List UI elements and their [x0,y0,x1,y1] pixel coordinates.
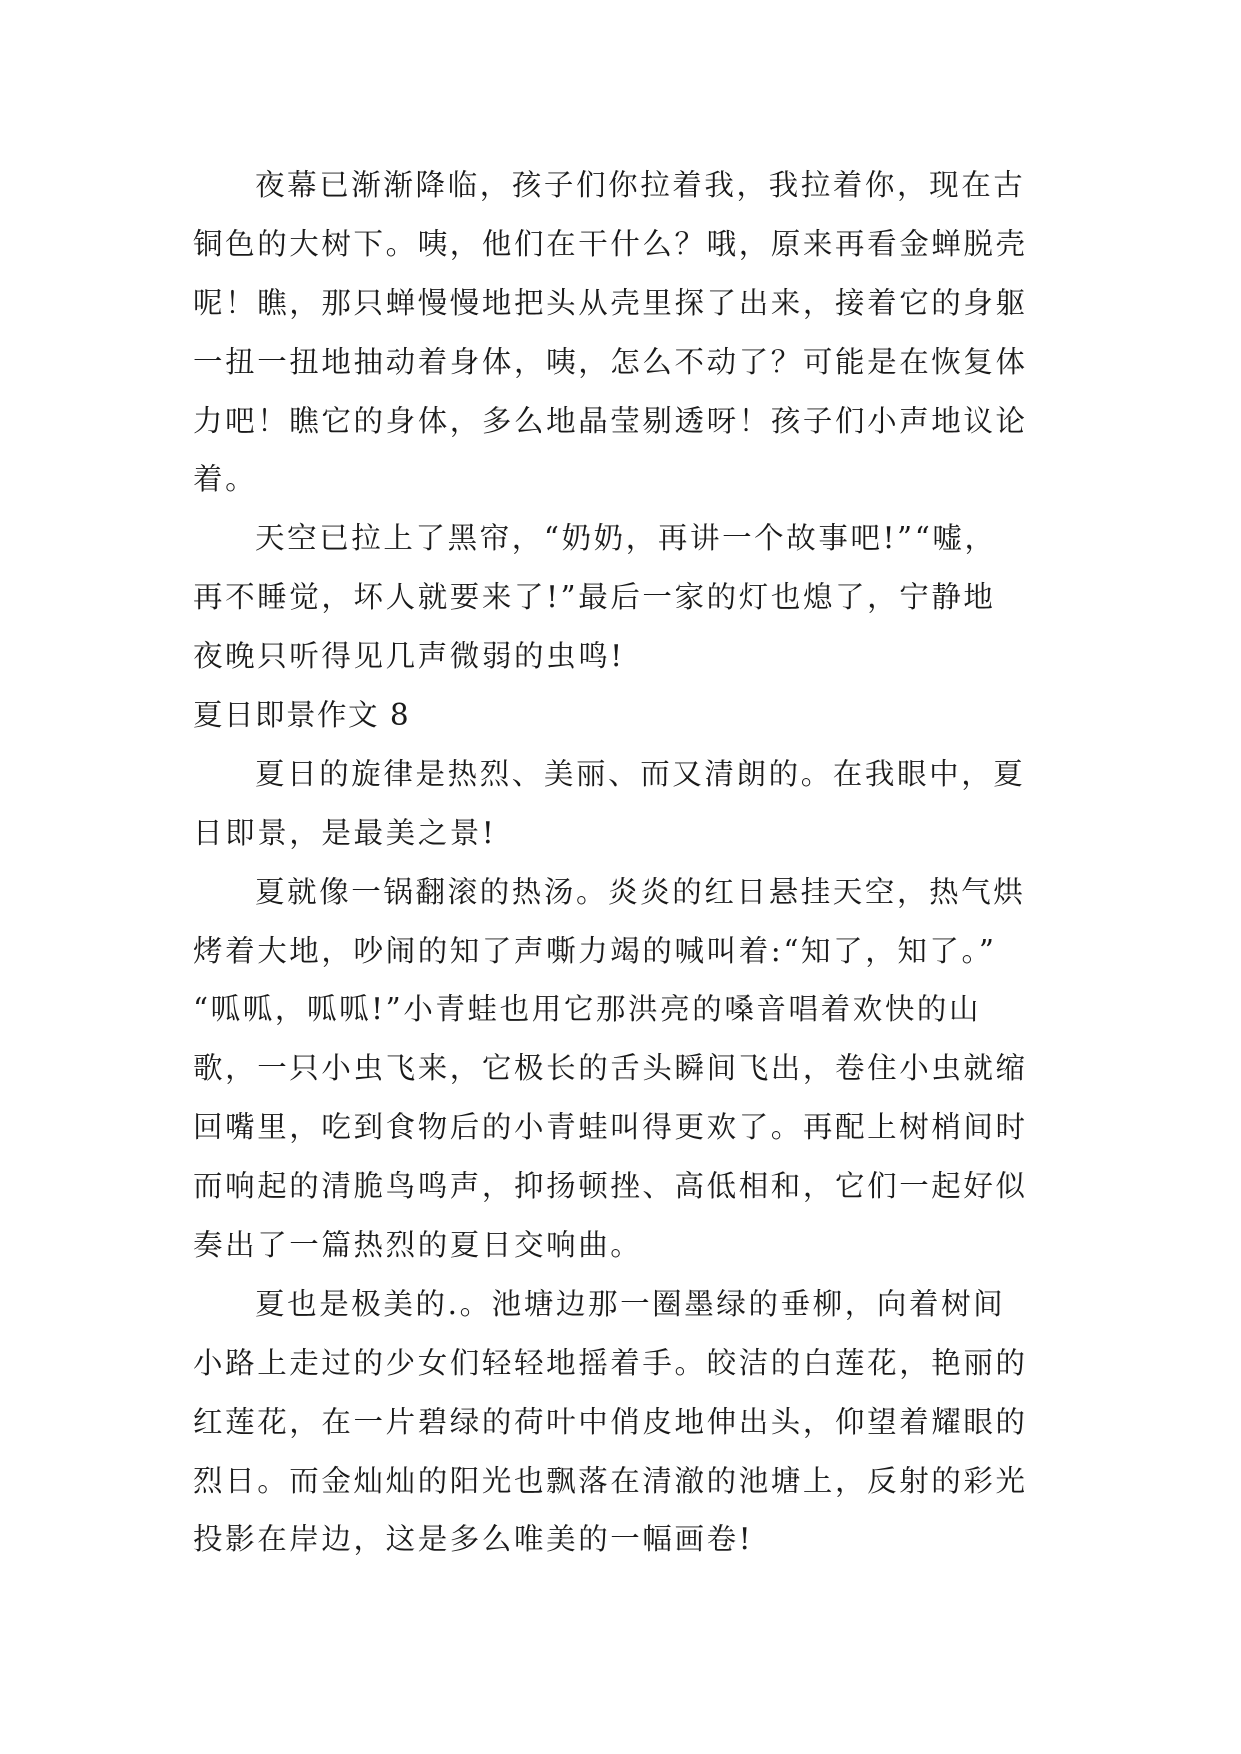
paragraph-line: 再不睡觉，坏人就要来了!”最后一家的灯也熄了，宁静地 [193,580,996,615]
paragraph-line: 天空已拉上了黑帘，“奶奶，再讲一个故事吧!”“嘘， [255,521,997,556]
paragraph-line: “呱呱，呱呱!”小青蛙也用它那洪亮的嗓音唱着欢快的山 [193,992,982,1027]
paragraph-line: 日即景，是最美之景! [193,815,497,850]
paragraph-line: 而响起的清脆鸟鸣声，抑扬顿挫、高低相和，它们一起好似 [193,1169,1028,1204]
paragraph-line: 铜色的大树下。咦，他们在干什么？哦，原来再看金蝉脱壳 [193,226,1028,261]
paragraph-line: 夏日的旋律是热烈、美丽、而又清朗的。在我眼中，夏 [255,756,1026,791]
paragraph-line: 烈日。而金灿灿的阳光也飘落在清澈的池塘上，反射的彩光 [193,1463,1028,1498]
paragraph-line: 呢！瞧，那只蝉慢慢地把头从壳里探了出来，接着它的身躯 [193,285,1028,320]
paragraph-line: 投影在岸边，这是多么唯美的一幅画卷! [193,1522,754,1557]
paragraph-line: 歌，一只小虫飞来，它极长的舌头瞬间飞出，卷住小虫就缩 [193,1051,1028,1086]
document-body [193,156,1053,1569]
paragraph-line: 夜幕已渐渐降临，孩子们你拉着我，我拉着你，现在古 [255,168,1026,202]
paragraph-line: 着。 [193,462,258,497]
paragraph-line: 烤着大地，吵闹的知了声嘶力竭的喊叫着:“知了，知了。” [193,933,997,968]
paragraph-line: 奏出了一篇热烈的夏日交响曲。 [193,1228,643,1263]
paragraph-line: 夏就像一锅翻滚的热汤。炎炎的红日悬挂天空，热气烘 [255,874,1026,909]
section-heading: 夏日即景作文 8 [193,698,411,733]
paragraph-line: 力吧！瞧它的身体，多么地晶莹剔透呀！孩子们小声地议论 [193,403,1028,438]
paragraph-line: 回嘴里，吃到食物后的小青蛙叫得更欢了。再配上树梢间时 [193,1110,1028,1145]
paragraph-line: 夜晚只听得见几声微弱的虫鸣! [193,639,625,674]
paragraph-line: 小路上走过的少女们轻轻地摇着手。皎洁的白莲花，艳丽的 [193,1345,1028,1380]
paragraph-line: 红莲花，在一片碧绿的荷叶中俏皮地伸出头，仰望着耀眼的 [193,1404,1028,1439]
paragraph-line: 夏也是极美的.。池塘边那一圈墨绿的垂柳，向着树间 [255,1286,1006,1321]
paragraph-line: 一扭一扭地抽动着身体，咦，怎么不动了？可能是在恢复体 [193,344,1028,379]
